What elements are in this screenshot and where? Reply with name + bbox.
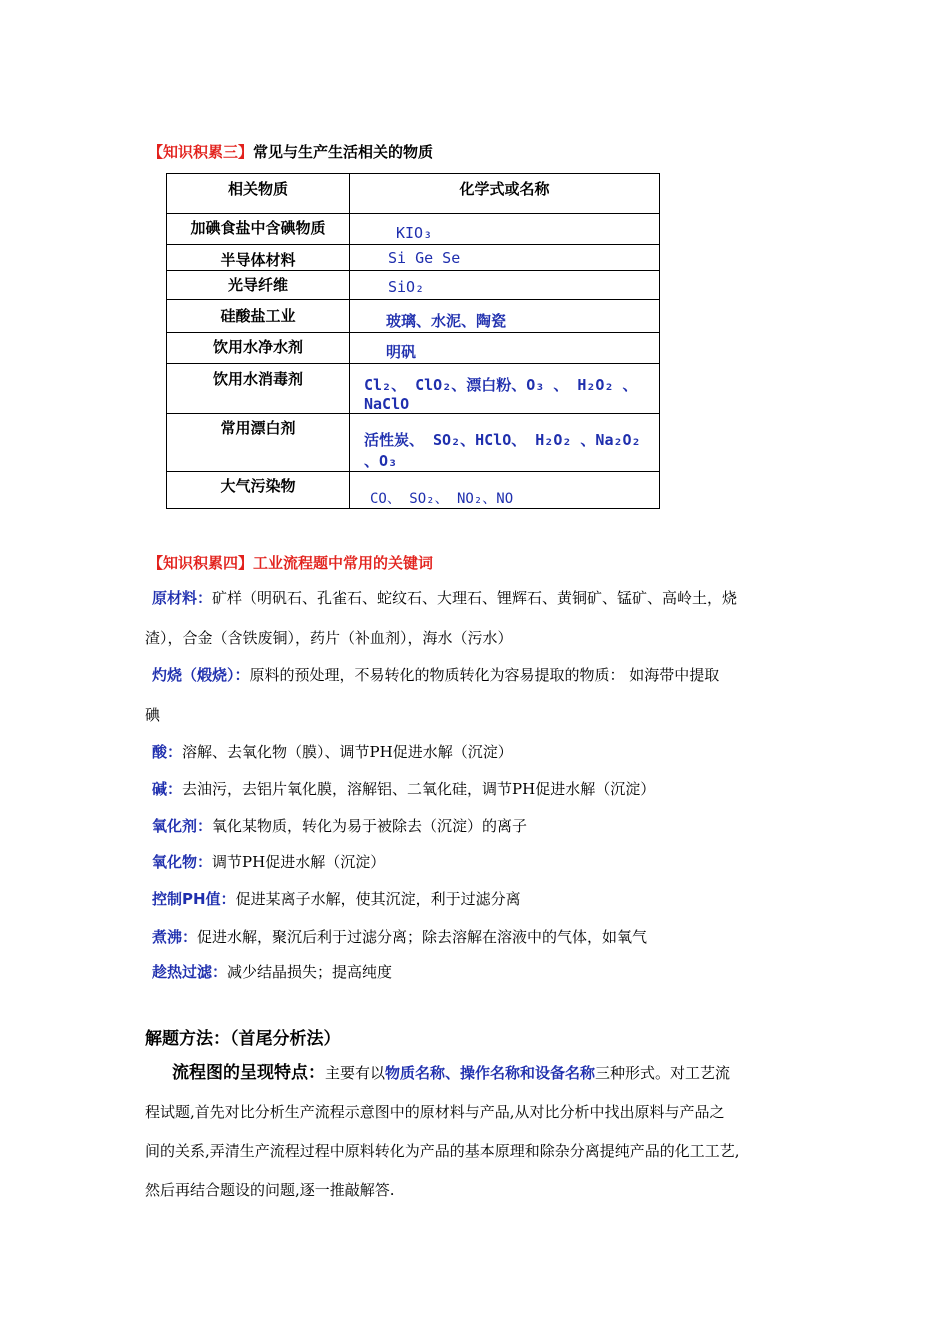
section4-bracket: 【知识积累四】 xyxy=(148,554,254,572)
keyword-label: 氧化剂： xyxy=(152,817,213,835)
keyword-text: 原料的预处理，不易转化的物质转化为容易提取的物质： 如海带中提取 xyxy=(249,666,720,684)
table-cell-value: Si Ge Se xyxy=(350,245,660,271)
table-cell-name: 常用漂白剂 xyxy=(167,414,350,472)
keyword-text: 促进水解，聚沉后利于过滤分离；除去溶解在溶液中的气体，如氧气 xyxy=(197,928,648,946)
keyword-text: 减少结晶损失；提高纯度 xyxy=(227,963,393,981)
table-cell-value: 玻璃、水泥、陶瓷 xyxy=(350,300,660,333)
keyword-label: 原材料： xyxy=(152,589,213,607)
keyword-item-ph-control xyxy=(152,890,521,908)
keyword-text: 去油污，去铝片氧化膜，溶解铝、二氧化硅，调节PH促进水解（沉淀） xyxy=(182,780,656,798)
keyword-item-roasting xyxy=(152,666,719,684)
section3-bracket: 【知识积累三】 xyxy=(148,143,254,161)
table-cell-value: Cl₂、 ClO₂、漂白粉、O₃ 、 H₂O₂ 、NaClO xyxy=(350,364,660,414)
table-header-row xyxy=(167,174,660,214)
keyword-label: 煮沸： xyxy=(152,928,198,946)
section3-heading: 常见与生产生活相关的物质 xyxy=(253,143,434,161)
keyword-item-boiling xyxy=(152,928,647,946)
table-cell-value: KIO₃ xyxy=(350,214,660,245)
table-row xyxy=(167,364,660,414)
table-cell-value: CO、 SO₂、 NO₂、NO xyxy=(350,472,660,509)
section4-title xyxy=(148,552,433,573)
section3-title xyxy=(148,141,433,162)
table-cell-name: 硅酸盐工业 xyxy=(167,300,350,333)
keyword-label: 氧化物： xyxy=(152,853,213,871)
substances-table xyxy=(166,173,660,509)
keyword-text: 氧化某物质，转化为易于被除去（沉淀）的离子 xyxy=(212,817,528,835)
table-header-formula: 化学式或名称 xyxy=(350,174,660,214)
method-line: 程试题,首先对比分析生产流程示意图中的原材料与产品,从对比分析中找出原料与产品之 xyxy=(145,1103,725,1121)
method-line: 然后再结合题设的问题,逐一推敲解答. xyxy=(145,1181,395,1199)
table-cell-value: SiO₂ xyxy=(350,271,660,300)
table-row xyxy=(167,300,660,333)
method-lead: 流程图的呈现特点： xyxy=(172,1063,325,1083)
section4-heading: 工业流程题中常用的关键词 xyxy=(253,554,434,572)
table-row xyxy=(167,245,660,271)
table-header-substance: 相关物质 xyxy=(167,174,350,214)
table-cell-value: 活性炭、 SO₂、HClO、 H₂O₂ 、Na₂O₂ 、O₃ xyxy=(350,414,660,472)
table-row xyxy=(167,472,660,509)
keyword-item-oxidant xyxy=(152,817,527,835)
keyword-item-raw-materials xyxy=(152,589,737,607)
keyword-text: 调节PH促进水解（沉淀） xyxy=(212,853,386,871)
keyword-text: 溶解、去氧化物（膜）、调节PH促进水解（沉淀） xyxy=(182,743,513,761)
table-row xyxy=(167,414,660,472)
keyword-label: 控制PH值： xyxy=(152,890,236,908)
table-row xyxy=(167,333,660,364)
method-pre: 主要有以 xyxy=(325,1064,386,1082)
method-first-line xyxy=(145,1062,815,1084)
keyword-item-continuation: 碘 xyxy=(145,706,161,724)
method-line: 间的关系,弄清生产流程过程中原料转化为产品的基本原理和除杂分离提纯产品的化工工艺, xyxy=(145,1142,740,1160)
table-cell-name: 饮用水净水剂 xyxy=(167,333,350,364)
keyword-text: 促进某离子水解，使其沉淀，利于过滤分离 xyxy=(235,890,521,908)
method-post: 三种形式。对工艺流 xyxy=(595,1064,731,1082)
table-cell-name: 光导纤维 xyxy=(167,271,350,300)
table-cell-name: 加碘食盐中含碘物质 xyxy=(167,214,350,245)
method-highlight: 物质名称、操作名称和设备名称 xyxy=(385,1064,596,1082)
table-row xyxy=(167,271,660,300)
keyword-label: 碱： xyxy=(152,780,183,798)
table-row xyxy=(167,214,660,245)
keyword-text: 矿样（明矾石、孔雀石、蛇纹石、大理石、锂辉石、黄铜矿、锰矿、高岭土，烧 xyxy=(212,589,738,607)
keyword-label: 酸： xyxy=(152,743,183,761)
keyword-item-hot-filtration xyxy=(152,963,392,981)
method-title: 解题方法：（首尾分析法） xyxy=(145,1029,341,1049)
table-cell-value: 明矾 xyxy=(350,333,660,364)
keyword-item-base xyxy=(152,780,655,798)
keyword-item-continuation: 渣），合金（含铁废铜），药片（补血剂），海水（污水） xyxy=(145,629,513,647)
keyword-label: 灼烧（煅烧）： xyxy=(152,666,250,684)
table-cell-name: 饮用水消毒剂 xyxy=(167,364,350,414)
method-paragraph xyxy=(145,1062,815,1201)
table-cell-name: 大气污染物 xyxy=(167,472,350,509)
keyword-item-acid xyxy=(152,743,513,761)
table-cell-name: 半导体材料 xyxy=(167,245,350,271)
keyword-label: 趁热过滤： xyxy=(152,963,228,981)
keyword-item-oxide xyxy=(152,853,385,871)
